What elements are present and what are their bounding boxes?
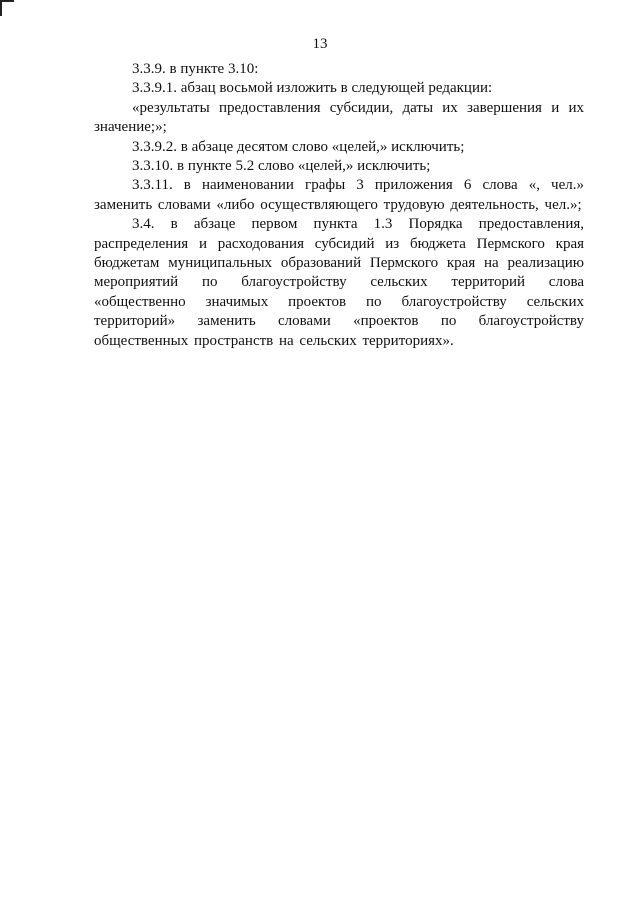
paragraph-3-4: 3.4. в абзаце первом пункта 1.3 Порядка предоставления, распределения и расходования субсидий из бюджета Пермского края бюджетам муниципальных образований Пермского края на реализацию мероприятий по благоустройству сельских территорий слова «общественно значимых проектов по благоустройству сельских территорий» заменить словами «проектов по благоустройству общественных пространств на сельских территориях». bbox=[94, 216, 584, 349]
paragraph-3-3-10: 3.3.10. в пункте 5.2 слово «целей,» исключить; bbox=[132, 158, 431, 175]
page-number: 13 bbox=[312, 36, 328, 52]
paragraph-3-3-11: 3.3.11. в наименовании графы 3 приложения 6 слова «, чел.» заменить словами «либо осуществляющего трудовую деятельность, чел.»; bbox=[94, 177, 584, 213]
scan-corner-mark-vertical bbox=[0, 0, 2, 16]
paragraph-3-3-9-1: 3.3.9.1. абзац восьмой изложить в следующей редакции: bbox=[132, 80, 493, 97]
document-body bbox=[94, 60, 584, 351]
paragraph-quote-results: «результаты предоставления субсидии, даты их завершения и их значение;»; bbox=[94, 99, 584, 136]
paragraph-3-3-9-2: 3.3.9.2. в абзаце десятом слово «целей,» исключить; bbox=[132, 138, 465, 155]
paragraph-3-3-9: 3.3.9. в пункте 3.10: bbox=[132, 61, 259, 77]
scan-corner-mark-horizontal bbox=[0, 0, 14, 2]
